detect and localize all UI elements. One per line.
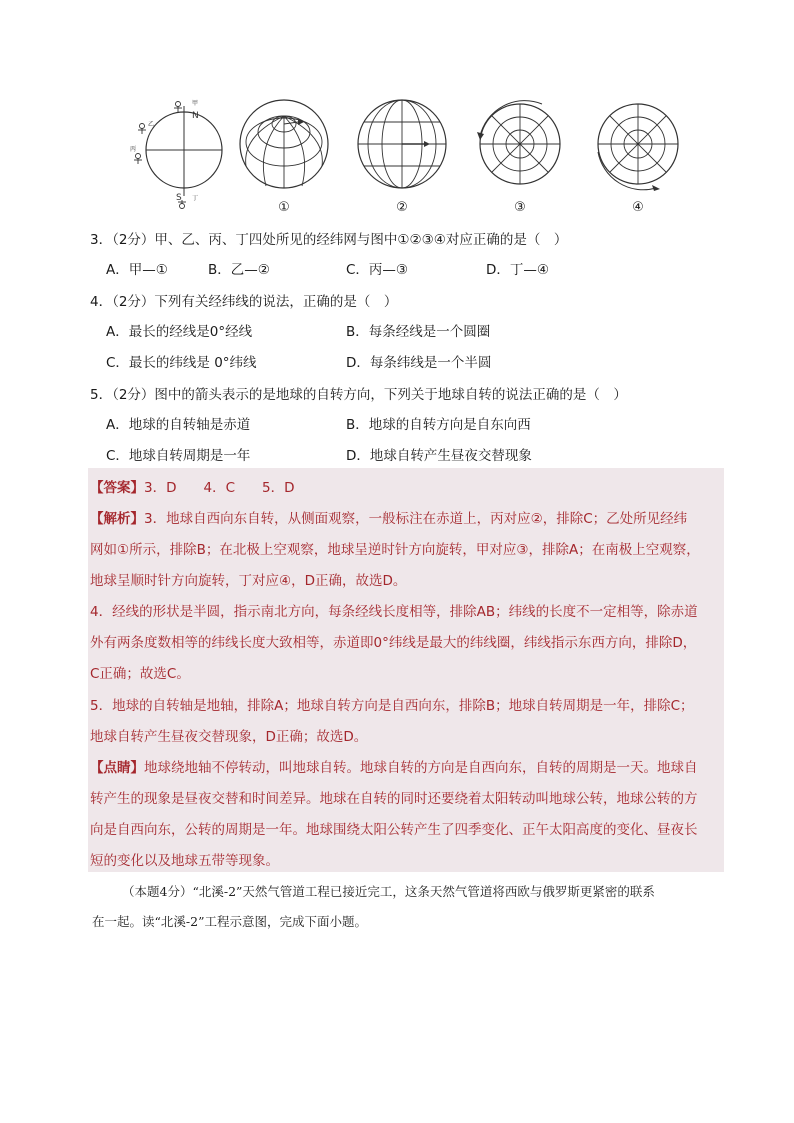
q4-option-c: C．最长的纬线是 0°纬线 <box>106 355 257 371</box>
globe-figures <box>128 96 688 216</box>
label-yi: 乙 <box>148 121 155 128</box>
q5-option-a: A．地球的自转轴是赤道 <box>106 417 251 433</box>
analysis-line-2: 网如①所示，排除B；在北极上空观察，地球呈逆时针方向旋转，甲对应③，排除A；在南极上空观察， <box>90 542 700 558</box>
figure-label-4: ④ <box>632 200 644 215</box>
label-ding: 丁 <box>192 195 199 202</box>
observer-bing <box>134 154 142 165</box>
label-bing: 丙 <box>130 146 137 153</box>
analysis-line-3: 地球呈顺时针方向旋转，丁对应④，D正确，故选D。 <box>90 573 407 589</box>
q3-stem: 3．（2分）甲、乙、丙、丁四处所见的经纬网与图中①②③④对应正确的是（ ） <box>90 232 568 248</box>
q5-option-b: B．地球的自转方向是自东向西 <box>346 417 531 433</box>
analysis-line-4: 4．经线的形状是半圆，指示南北方向，每条经线长度相等，排除AB；纬线的长度不一定相等，除赤道 <box>90 604 698 620</box>
q3-option-a: A．甲—① <box>106 262 168 278</box>
q3-option-b: B．乙—② <box>208 262 270 278</box>
q4-option-b: B．每条经线是一个圆圈 <box>346 324 491 340</box>
graticule-polar-ccw-figure <box>472 96 568 192</box>
analysis-tag: 【解析】 <box>90 511 144 527</box>
next-intro-line-2: 在一起。读“北溪-2”工程示意图，完成下面小题。 <box>92 914 367 929</box>
q4-stem: 4．（2分）下列有关经纬线的说法，正确的是（ ） <box>90 294 398 310</box>
q4-option-d: D．每条纬线是一个半圆 <box>346 355 492 371</box>
tip-tag: 【点睛】 <box>90 760 144 776</box>
q4-option-a: A．最长的经线是0°经线 <box>106 324 253 340</box>
pole-s-label: S <box>176 193 182 203</box>
observer-yi <box>138 124 146 135</box>
answer-text: 3．D 4．C 5．D <box>144 480 295 496</box>
answer-line <box>90 476 294 496</box>
q5-option-d: D．地球自转产生昼夜交替现象 <box>346 448 532 464</box>
graticule-polar-cw-figure <box>590 96 686 192</box>
q3-option-c: C．丙—③ <box>346 262 409 278</box>
q5-stem: 5．（2分）图中的箭头表示的是地球的自转方向，下列关于地球自转的说法正确的是（ ） <box>90 387 627 403</box>
figure-label-2: ② <box>396 200 408 215</box>
analysis-line-8: 地球自转产生昼夜交替现象，D正确；故选D。 <box>90 729 368 745</box>
pole-n-label: N <box>192 111 199 121</box>
graticule-oblique-figure <box>236 96 332 192</box>
analysis-line-5: 外有两条度数相等的纬线长度大致相等，赤道即0°纬线是最大的纬线圈，纬线指示东西方向，排除D， <box>90 635 697 651</box>
observer-jia <box>174 102 182 113</box>
figure-label-1: ① <box>278 200 290 215</box>
analysis-line-1: 【解析】3．地球自西向东自转，从侧面观察，一般标注在赤道上，丙对应②，排除C；乙处所见经纬 <box>90 511 688 527</box>
tip-line-1: 【点睛】地球绕地轴不停转动，叫地球自转。地球自转的方向是自西向东，自转的周期是一天。地球自 <box>90 760 698 776</box>
answer-tag: 【答案】 <box>90 480 144 496</box>
q3-option-d: D．丁—④ <box>486 262 549 278</box>
label-jia: 甲 <box>192 100 199 107</box>
next-intro-line-1: （本题4分）“北溪-2”天然气管道工程已接近完工，这条天然气管道将西欧与俄罗斯更紧密的联系 <box>122 884 655 899</box>
tip-line-2: 转产生的现象是昼夜交替和时间差异。地球在自转的同时还要绕着太阳转动叫地球公转，地球公转的方 <box>90 791 698 807</box>
analysis-line-7: 5．地球的自转轴是地轴，排除A；地球自转方向是自西向东，排除B；地球自转周期是一年，排除C； <box>90 698 694 714</box>
figure-label-3: ③ <box>514 200 526 215</box>
graticule-side-figure <box>354 96 450 192</box>
analysis-line-6: C正确；故选C。 <box>90 666 190 682</box>
tip-line-4: 短的变化以及地球五带等现象。 <box>90 853 279 869</box>
globe-observers-figure <box>128 96 228 216</box>
q5-option-c: C．地球自转周期是一年 <box>106 448 251 464</box>
tip-line-3: 向是自西向东，公转的周期是一年。地球围绕太阳公转产生了四季变化、正午太阳高度的变化、昼夜长 <box>90 822 698 838</box>
